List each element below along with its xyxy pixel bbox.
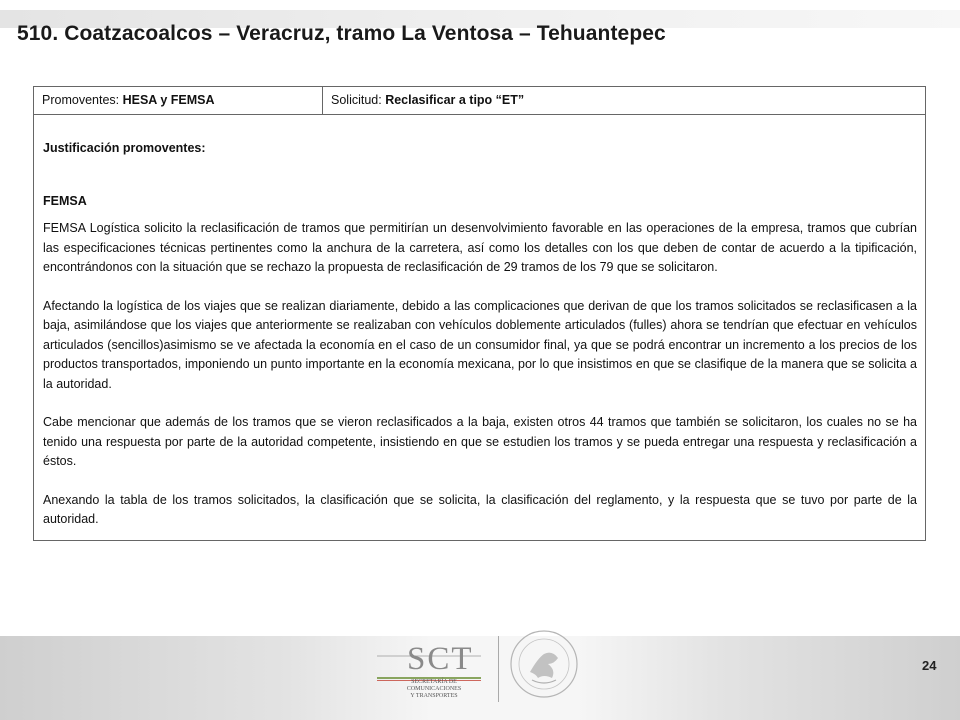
section-title: FEMSA xyxy=(43,193,87,208)
page-number: 24 xyxy=(922,658,937,673)
justification-table xyxy=(33,86,926,541)
justification-body xyxy=(34,115,925,540)
page-title: 510. Coatzacoalcos – Veracruz, tramo La Ventosa – Tehuantepec xyxy=(17,22,666,45)
solicitud-value: Reclasificar a tipo “ET” xyxy=(385,93,525,107)
paragraph: Afectando la logística de los viajes que se realizan diariamente, debido a las complicaciones que derivan de que los tramos solicitados se reclasificasen a la baja, asimilándose que los viajes que anteriormente se realizaban con vehículos doblemente articulados (fulles) ahora se tendrían que efectuar en vehículos articulados (sencillos)asimismo se ve afectada la economía en el caso de un consumidor final, ya que se podrá encontrar un incremento a los precios de los productos transportados, imponiendo un punto importante en la economía mexicana, por lo que insistimos en que se clasifique de la manera que se solicita a la autoridad. xyxy=(43,298,917,391)
paragraph: Anexando la tabla de los tramos solicitados, la clasificación que se solicita, la clasificación del reglamento, y la respuesta que se tuvo por parte de la autoridad. xyxy=(43,492,917,526)
national-seal-icon xyxy=(508,628,580,700)
paragraph: FEMSA Logística solicito la reclasificación de tramos que permitirían un desenvolvimiento favorable en las operaciones de la empresa, tramos que cubrían las especificaciones técnicas pertinentes como la anchura de la carretera, así como los detalles con los que deben de contar de acuerdo a la tipificación, encontrándonos con la situación que se rechazo la propuesta de reclasificación de 29 tramos de los 79 que se solicitaron. xyxy=(43,221,917,274)
solicitud-label: Solicitud: xyxy=(331,93,386,107)
footer-divider xyxy=(498,636,499,702)
sct-subtitle-line: COMUNICACIONES xyxy=(406,686,462,692)
promoventes-label: Promoventes: xyxy=(42,93,123,107)
sct-subtitle-line: Y TRANSPORTES xyxy=(410,693,458,699)
promoventes-value: HESA y FEMSA xyxy=(122,93,215,107)
promoventes-cell xyxy=(34,87,323,114)
sct-logo-text: SCT xyxy=(407,641,474,677)
sct-subtitle-line: SECRETARÍA DE xyxy=(411,679,457,685)
paragraph: Cabe mencionar que además de los tramos que se vieron reclasificados a la baja, existen otros 44 tramos que también se solicitaron, los cuales no se ha tenido una respuesta por parte de la autoridad competente, insistiendo en que se estudien los tramos y se pueda entregar una respuesta y reclasificación a éstos. xyxy=(43,415,917,468)
justification-title: Justificación promoventes: xyxy=(43,141,206,155)
sct-logo-subtitle xyxy=(390,679,478,700)
table-header-row xyxy=(34,87,925,115)
solicitud-cell xyxy=(323,87,925,114)
